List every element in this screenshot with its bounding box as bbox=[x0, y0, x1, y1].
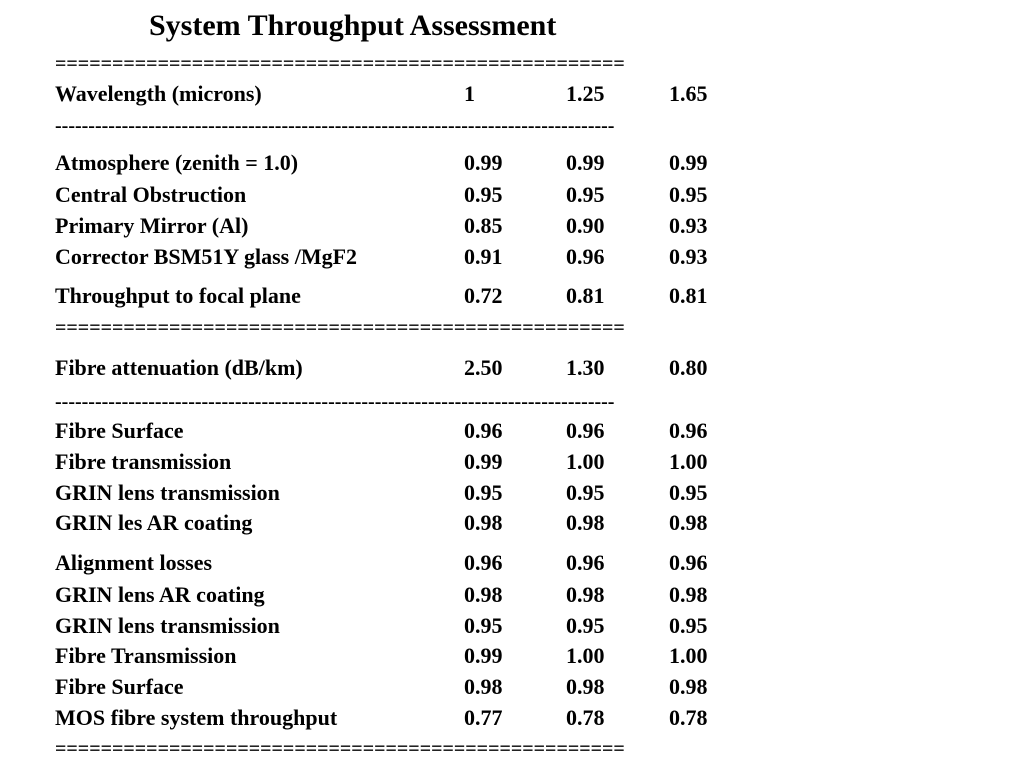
row-value-1: 0.99 bbox=[464, 150, 503, 175]
row-value-2: 0.98 bbox=[566, 510, 605, 535]
row-value-1: 0.85 bbox=[464, 213, 503, 238]
row-value-2: 1.00 bbox=[566, 643, 605, 668]
dashed-rule: ------------------------------------------------------------------------------------ bbox=[55, 392, 615, 412]
row-value-2: 1.30 bbox=[566, 355, 605, 380]
double-rule: ================================================== bbox=[55, 54, 625, 74]
row-label: Fibre Transmission bbox=[55, 643, 237, 668]
row-value-2: 0.78 bbox=[566, 705, 605, 730]
row-value-3: 0.98 bbox=[669, 510, 708, 535]
row-value-2: 0.96 bbox=[566, 244, 605, 269]
row-value-1: 0.91 bbox=[464, 244, 503, 269]
row-value-1: 0.96 bbox=[464, 418, 503, 443]
header-value-1: 1 bbox=[464, 81, 475, 106]
row-label: Fibre Surface bbox=[55, 418, 184, 443]
row-label: GRIN lens transmission bbox=[55, 613, 280, 638]
row-value-1: 0.95 bbox=[464, 613, 503, 638]
row-value-3: 0.93 bbox=[669, 213, 708, 238]
row-value-2: 0.95 bbox=[566, 613, 605, 638]
row-value-3: 1.00 bbox=[669, 643, 708, 668]
row-value-1: 0.99 bbox=[464, 643, 503, 668]
row-label: Atmosphere (zenith = 1.0) bbox=[55, 150, 299, 175]
row-value-3: 0.80 bbox=[669, 355, 708, 380]
double-rule: ================================================== bbox=[55, 318, 625, 338]
row-label: MOS fibre system throughput bbox=[55, 705, 338, 730]
row-value-1: 2.50 bbox=[464, 355, 503, 380]
row-value-1: 0.77 bbox=[464, 705, 503, 730]
row-label: Fibre attenuation (dB/km) bbox=[55, 355, 303, 380]
row-value-3: 0.96 bbox=[669, 418, 708, 443]
row-value-2: 0.96 bbox=[566, 550, 605, 575]
row-label: Throughput to focal plane bbox=[55, 283, 301, 308]
row-value-1: 0.98 bbox=[464, 582, 503, 607]
page-title: System Throughput Assessment bbox=[149, 9, 557, 42]
row-value-1: 0.96 bbox=[464, 550, 503, 575]
row-value-2: 0.96 bbox=[566, 418, 605, 443]
row-value-3: 0.95 bbox=[669, 480, 708, 505]
row-value-3: 0.81 bbox=[669, 283, 708, 308]
row-value-3: 0.95 bbox=[669, 182, 708, 207]
header-label: Wavelength (microns) bbox=[55, 81, 262, 106]
row-value-1: 0.95 bbox=[464, 182, 503, 207]
row-value-2: 0.95 bbox=[566, 480, 605, 505]
row-value-2: 0.99 bbox=[566, 150, 605, 175]
row-value-2: 0.98 bbox=[566, 674, 605, 699]
dashed-rule: ------------------------------------------------------------------------------------ bbox=[55, 116, 615, 136]
row-value-1: 0.98 bbox=[464, 674, 503, 699]
row-value-1: 0.72 bbox=[464, 283, 503, 308]
row-value-2: 1.00 bbox=[566, 449, 605, 474]
row-value-3: 0.96 bbox=[669, 550, 708, 575]
row-value-3: 0.98 bbox=[669, 582, 708, 607]
header-value-2: 1.25 bbox=[566, 81, 605, 106]
row-value-3: 0.99 bbox=[669, 150, 708, 175]
row-value-3: 1.00 bbox=[669, 449, 708, 474]
row-label: GRIN lens AR coating bbox=[55, 582, 265, 607]
header-value-3: 1.65 bbox=[669, 81, 708, 106]
row-label: Alignment losses bbox=[55, 550, 213, 575]
row-label: Fibre Surface bbox=[55, 674, 184, 699]
row-label: Central Obstruction bbox=[55, 182, 247, 207]
row-value-1: 0.95 bbox=[464, 480, 503, 505]
row-value-3: 0.95 bbox=[669, 613, 708, 638]
row-value-2: 0.98 bbox=[566, 582, 605, 607]
row-value-2: 0.95 bbox=[566, 182, 605, 207]
row-value-2: 0.81 bbox=[566, 283, 605, 308]
row-value-3: 0.98 bbox=[669, 674, 708, 699]
row-value-1: 0.99 bbox=[464, 449, 503, 474]
double-rule: ================================================== bbox=[55, 739, 625, 759]
row-label: Fibre transmission bbox=[55, 449, 232, 474]
row-label: GRIN lens transmission bbox=[55, 480, 280, 505]
row-label: GRIN les AR coating bbox=[55, 510, 253, 535]
row-value-1: 0.98 bbox=[464, 510, 503, 535]
row-value-2: 0.90 bbox=[566, 213, 605, 238]
row-label: Corrector BSM51Y glass /MgF2 bbox=[55, 244, 358, 269]
row-value-3: 0.78 bbox=[669, 705, 708, 730]
row-value-3: 0.93 bbox=[669, 244, 708, 269]
row-label: Primary Mirror (Al) bbox=[55, 213, 249, 238]
